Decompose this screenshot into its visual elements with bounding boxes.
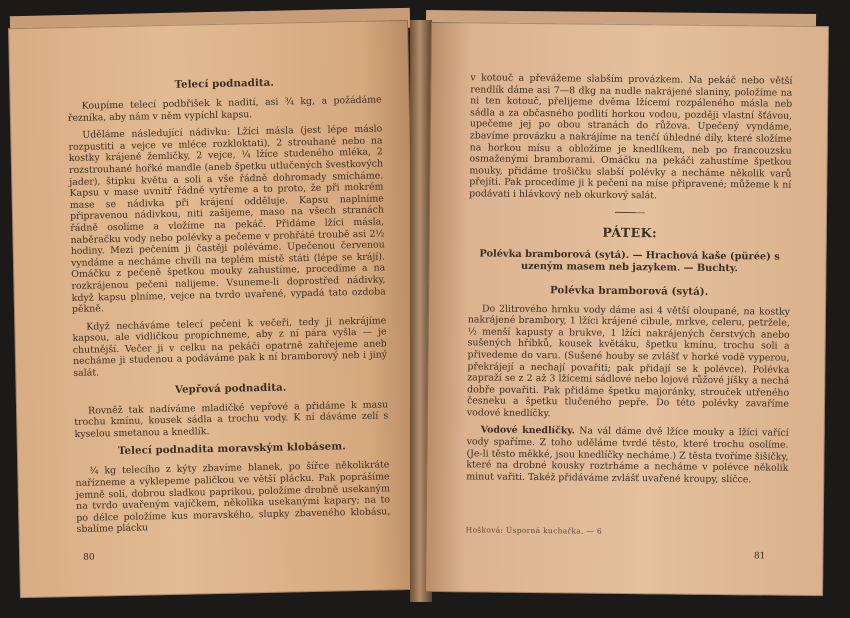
page-number: 81 — [753, 551, 766, 562]
paragraph: v kotouč a převážeme slabším provázkem. Na pekáč nebo větší rendlík dáme asi 7—8 dkg na nudle nakrájené slaniny, položíme na ni ten kotouč, přelijeme dvěma lžícemi rozpáleného másla neb sádla a za občasného podlití horkou vodou, později vlastní šťávou, upečeme jej po obou stranách do růžova. Upečený vyndáme, zbavíme provázku a nakrájíme na tenčí úhledné díly, které složíme na horkou mísu a obložíme je knedlíkem, neb po francouzsku osmaženými bramborami. Omáčku na pekáči zahustíme špetkou mouky, přidáme trošičku slabší polévky a necháme několik varů přejíti. Pak procedíme ji k pečeni na míse připravené; můžeme k ní podávati i hlávkový neb okurkový salát. — [469, 72, 793, 202]
day-heading: PÁTEK: — [602, 224, 658, 240]
paragraph: Rovněž tak nadíváme mladičké vepřové a přidáme k masu trochu kmínu, kousek sádla a trochu vody. K ní dáváme zelí s kyselou smetanou a knedlík. — [74, 399, 389, 440]
paragraph: Koupíme telecí podbřišek k nadití, asi ¾ kg, a požádáme řezníka, aby nám v něm vypíchl kapsu. — [67, 94, 382, 124]
paragraph: Když necháváme telecí pečeni k večeři, tedy ji nekrájíme kapsou, ale vidličkou propíchneme, aby z ní pára vyšla — je chutnější. Večer ji v celku na pekáči opatrně zahřejeme aneb necháme ji studenou a podáváme pak k ní bramborový neb i jiný salát. — [72, 315, 388, 380]
section-heading: Telecí podnadita. — [174, 76, 275, 91]
inline-heading: Vodové knedlíčky. — [480, 424, 576, 437]
paragraph: Uděláme následující nádivku: Lžíci másla (jest lépe máslo rozpustiti a vejce ve mléce rozkloktati), 2 strouhané nebo na kostky krájené žemličky, 2 vejce, ¼ lžíce studeného mléka, 2 rozstrouhané hořké mandle (aneb špetku utlučených švestkových jader), štipku květu a soli a vše řádně dohromady smícháme. Kapsu v mase uvnitř řádně vytřeme a to proto, že při mokrém mase se nádivka při krájení odděluje. Kapsu naplníme připravenou nádivkou, niti zašijeme, maso na všech stranách řádně osolíme a vložíme na pekáč. Přidáme lžíci másla, naběračku vody nebo polévky a pečeme v prohřáté troubě asi 2½ hodiny. Mezi pečením ji častěji poléváme. Upečenou červenou vyndáme a necháme chvíli na teplém místě státi (lépe se krájí). Omáčku z pečeně špetkou mouky zahustíme, procedíme a na rozkrájenou pečeni nalijeme. Vsuneme-li doprostřed nádivky, když kapsu plníme, vejce na tvrdo uvařené, vypadá tato ozdoba pěkně. — [68, 123, 386, 316]
paragraph-knedlicky — [466, 425, 789, 486]
section-divider — [615, 211, 645, 212]
paragraph: ¾ kg telecího z kýty zbavíme blanek, po šířce několikráte nařízneme a vyklepeme paličkou ve větší plácku. Pak poprášíme jemně solí, dobrou sladkou paprikou, položíme drobně usekaným na tvrdo uvařeným vajíčkem, několika usekanými kapary; na to po délce položíme kus moravského, slupky zbaveného klobásu, sbalíme plácku — [75, 459, 391, 536]
paragraph-text: Na vál dáme dvě lžíce mouky a lžíci vařící vody spaříme. Z toho uděláme tvrdé těsto, které trochu osolíme. (Je-li těsto měkké, jsou knedlíčky necháme.) Z těsta tvoříme šišičky, které na drobné kousky roztrháme a necháme v polévce několik minut vařiti. Takéž přidáváme zvlášť uvařené kroupy, slíčce. — [466, 425, 789, 486]
left-page — [8, 20, 420, 598]
footer-note: Hošková: Úsporná kuchařka. — 6 — [465, 525, 602, 536]
paragraph: Do 2litrového hrnku vody dáme asi 4 větší oloupané, na kostky nakrájené brambory, 1 lžíci krájené cibule, mrkve, celeru, petržele, ½ menší kapusty a brukve, 1 lžíci nakrájených čerstvých anebo sušených hříbků, kousek květáku, špetku kmínu, trochu soli a přivedeme do varu. (Sušené houby se zvlášť v horké vodě vyperou, překrájejí a nechají povařiti; pak přidají se k polévce). Polévka zapraží se z 2 až 3 lžícemi sádlové nebo lojové růžové jíšky a nechá dobře povařiti. Pak přidáme špetku majoránky, strouček utřeného česneku a špetku tlučeného pepře. Do této polévky zavaříme vodové knedlíčky. — [466, 303, 791, 420]
right-page — [425, 22, 829, 596]
section-heading: Telecí podnadita moravským klobásem. — [117, 440, 346, 458]
page-number: 80 — [83, 552, 95, 563]
menu-line: Polévka bramborová (sytá). — Hrachová kaše (pürée) s uzeným masem neb jazykem. — Buchty. — [479, 247, 780, 275]
section-heading: Vepřová podnadita. — [174, 381, 287, 396]
section-heading: Polévka bramborová (sytá). — [549, 283, 709, 298]
